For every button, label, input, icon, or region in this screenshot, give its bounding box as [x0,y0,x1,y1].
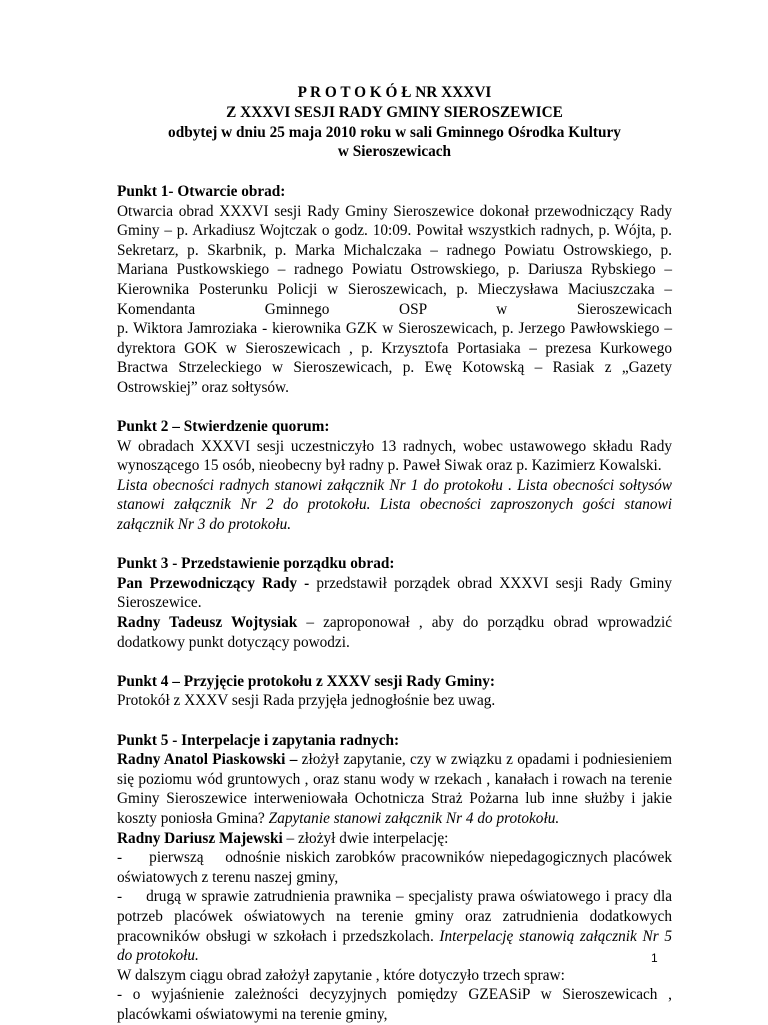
section-point-1 [117,182,672,398]
protocol-title: P R O T O K Ó Ł NR XXXVI [297,84,492,101]
section-paragraph [117,750,672,828]
speaker-text: przedstawił porządek obrad XXXVI sesji Rady Gminy Sieroszewice. [117,574,672,612]
list-item [117,887,676,965]
page-number: 1 [651,951,658,965]
session-title: Z XXXVI SESJI RADY GMINY SIEROSZEWICE [226,103,563,121]
section-heading: Punkt 1- Otwarcie obrad: [117,182,286,200]
section-heading: Punkt 4 – Przyjęcie protokołu z XXXV sesji Rady Gminy: [117,672,496,690]
section-paragraph [117,574,672,613]
section-point-2 [117,417,672,535]
list-item: - pierwszą odnośnie niskich zarobków pracowników niepedagogicznych placówek oświatowych z terenu naszej gminy, [117,849,676,886]
attachment-note: Zapytanie stanowi załącznik Nr 4 do protokołu. [264,809,560,827]
speaker-text: – zaproponował , aby do porządku obrad wprowadzić dodatkowy punkt dotyczący powodzi. [117,614,672,651]
protocol-header [117,83,672,162]
attachment-note: Interpelację stanowią załącznik Nr 5 do protokołu. [117,927,676,965]
section-point-5 [117,731,676,1025]
section-text: p. Wiktora Jamroziaka - kierownika GZK w Sieroszewicach, p. Jerzego Pawłowskiego – dyrektora GOK w Sieroszewicach , p. Krzysztofa Portasiaka – prezesa Kurkowego Bractwa Strzeleckiego w Sieroszewicach, p. Ewę Kotowską – Rasiak z „Gazety Ostrowskiej” oraz sołtysów. [117,320,672,396]
section-heading: Punkt 3 - Przedstawienie porządku obrad: [117,555,395,573]
section-paragraph [117,829,672,849]
session-location: w Sieroszewicach [337,143,452,161]
speaker-name: Radny Dariusz Majewski [117,829,283,847]
section-heading: Punkt 5 - Interpelacje i zapytania radnych: [117,731,400,749]
section-point-3 [117,554,672,652]
section-text: Otwarcia obrad XXXVI sesji Rady Gminy Sieroszewice dokonał przewodniczący Rady Gminy – p. Arkadiusz Wojtczak o godz. 10:09. Powitał wszystkich radnych, p. Wójta, p. Sekretarz, p. Skarbnik, p. Marka Michalczaka – radnego Powiatu Ostrowskiego, p. Mariana Pustkowskiego – radnego Powiatu Ostrowskiego, p. Dariusza Rybskiego – Kierownika Posterunku Policji w Sieroszewicach, p. Mieczysława Maciuszczaka – Komendanta Gminnego OSP w Sieroszewicach [117,202,672,318]
section-text: W obradach XXXVI sesji uczestniczyło 13 radnych, wobec ustawowego składu Rady wynoszącego 15 osób, nieobecny był radny p. Paweł Siwak oraz p. Kazimierz Kowalski. [117,437,672,475]
speaker-name: Radny Anatol Piaskowski – [117,751,298,769]
section-point-4 [117,672,672,711]
speaker-text: złożył zapytanie, czy w związku z opadami i podniesieniem się poziomu wód gruntowych , oraz stanu wody w rzekach , kanałach i rowach na terenie Gminy Sieroszewice interweniowała Ochotnicza Straż Pożarna lub inne służby i jakie koszty poniosła Gmina? [117,751,672,827]
speaker-name: Pan Przewodniczący Rady - [117,574,310,592]
section-text: W dalszym ciągu obrad założył zapytanie , które dotyczyło trzech spraw: [117,966,565,984]
session-date-place: odbytej w dniu 25 maja 2010 roku w sali Gminnego Ośrodka Kultury [168,123,621,141]
section-text: Protokół z XXXV sesji Rada przyjęła jednogłośnie bez uwag. [117,692,496,710]
speaker-text: – złożył dwie interpelację: [282,829,449,847]
list-item: - o wyjaśnienie zależności decyzyjnych pomiędzy GZEASiP w Sieroszewicach , placówkami oświatowymi na terenie gminy, [117,986,672,1023]
section-heading: Punkt 2 – Stwierdzenie quorum: [117,418,330,436]
section-paragraph [117,613,672,652]
speaker-name: Radny Tadeusz Wojtysiak [117,614,298,632]
attachment-note: Lista obecności radnych stanowi załącznik Nr 1 do protokołu . Lista obecności sołtysów stanowi załącznik Nr 2 do protokołu. Lista obecności zaproszonych gości stanowi załącznik Nr 3 do protokołu. [117,476,672,534]
list-item-text: - drugą w sprawie zatrudnienia prawnika – specjalisty prawa oświatowego i pracy dla potrzeb placówek oświatowych na terenie gminy oraz zatrudnienia dodatkowych pracowników obsługi w szkołach i przedszkolach. [117,888,676,945]
document-body [117,83,676,1025]
